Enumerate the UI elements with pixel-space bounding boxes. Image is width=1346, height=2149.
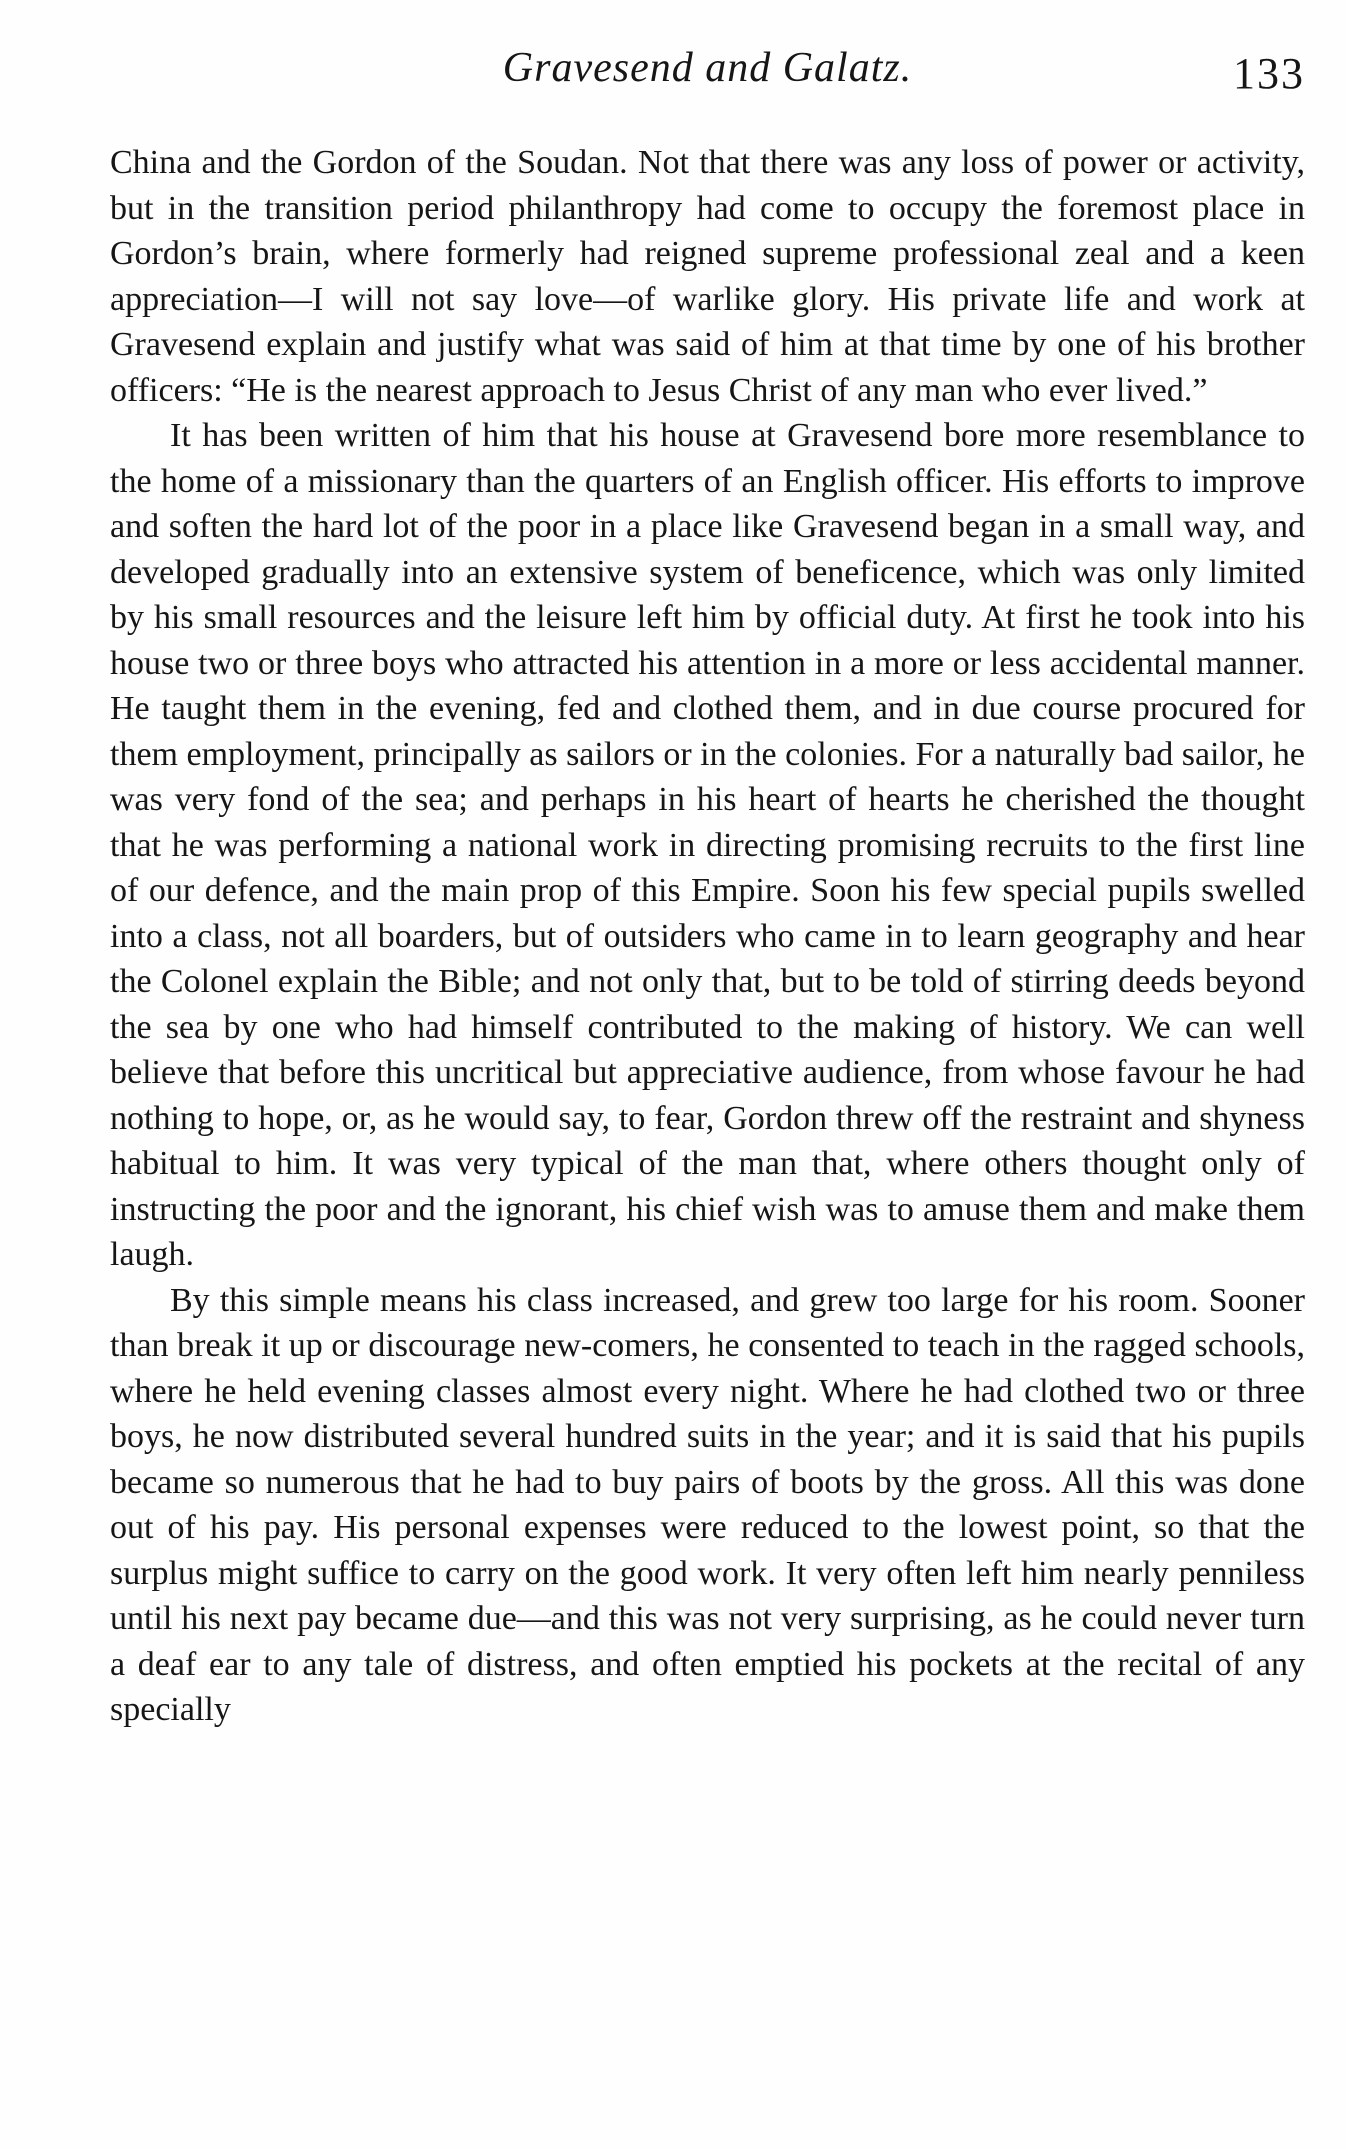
paragraph-ragged-schools: By this simple means his class increased, and grew too large for his room. Sooner than break it up or discourage new-comers, he consented to teach in the ragged schools, where he held evening classes almost every night. Where he had clothed two or three boys, he now distributed several hundred suits in the year; and it is said that his pupils became so numerous that he had to buy pairs of boots by the gross. All this was done out of his pay. His personal expenses were reduced to the lowest point, so that the surplus might suffice to carry on the good work. It very often left him nearly penniless until his next pay became due—and this was not very surprising, as he could never turn a deaf ear to any tale of distress, and often emptied his pockets at the recital of any specially <box>110 1281 1305 1728</box>
running-title: Gravesend and Galatz. <box>502 45 913 91</box>
running-head <box>110 28 1305 108</box>
page-number: 133 <box>1233 49 1305 98</box>
paragraph-gravesend-house: It has been written of him that his house at Gravesend bore more resemblance to the home of a missionary than the quarters of an English officer. His efforts to improve and soften the hard lot of the poor in a place like Gravesend began in a small way, and developed gradually into an extensive system of beneficence, which was only limited by his small resources and the leisure left him by official duty. At first he took into his house two or three boys who attracted his attention in a more or less accidental manner. He taught them in the evening, fed and clothed them, and in due course procured for them employment, principally as sailors or in the colonies. For a naturally bad sailor, he was very fond of the sea; and perhaps in his heart of hearts he cherished the thought that he was performing a national work in directing promising recruits to the first line of our defence, and the main prop of this Empire. Soon his few special pupils swelled into a class, not all boarders, but of outsiders who came in to learn geography and hear the Colonel explain the Bible; and not only that, but to be told of stirring deeds beyond the sea by one who had himself contributed to the making of history. We can well believe that before this uncritical but appreciative audience, from whose favour he had nothing to hope, or, as he would say, to fear, Gordon threw off the restraint and shyness habitual to him. It was very typical of the man that, where others thought only of instructing the poor and the ignorant, his chief wish was to amuse them and make them laugh. <box>110 417 1305 1273</box>
paragraph-continued: China and the Gordon of the Soudan. Not that there was any loss of power or activity, but in the transition period philanthropy had come to occupy the foremost place in Gordon’s brain, where formerly had reigned supreme professional zeal and a keen appreciation—I will not say love—of warlike glory. His private life and work at Gravesend explain and justify what was said of him at that time by one of his brother officers: “He is the nearest approach to Jesus Christ of any man who ever lived.” <box>110 144 1305 409</box>
body-text <box>110 140 1305 1733</box>
